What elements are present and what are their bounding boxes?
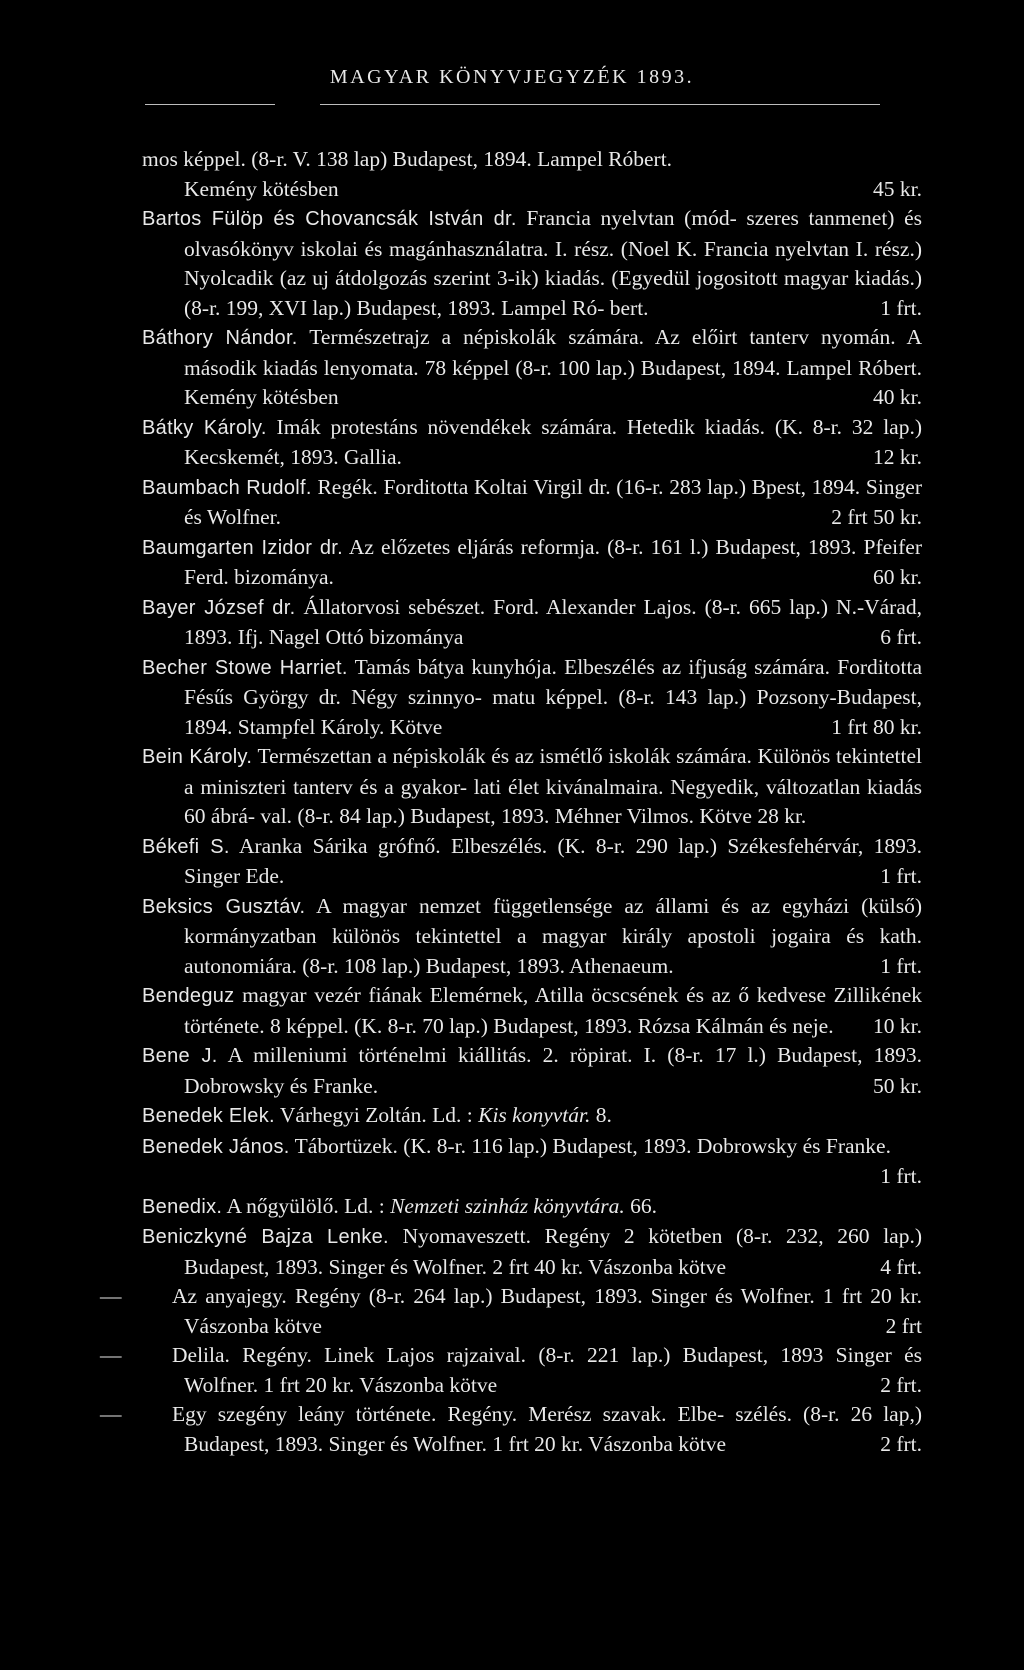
catalog-entry — [142, 533, 922, 593]
entry-price: 2 frt — [885, 1313, 922, 1338]
rule-segment — [320, 104, 880, 105]
catalog-entry — [142, 145, 922, 204]
entry-text: A milleniumi történelmi kiállitás. 2. röpirat. I. (8-r. 17 l.) Budapest, 1893. Dobrowsky és Franke. — [184, 1043, 922, 1098]
entry-author: Bene J. — [142, 1045, 218, 1067]
entry-text: Várhegyi Zoltán. Ld. : — [279, 1103, 473, 1127]
catalog-entry — [142, 1222, 922, 1282]
entry-author: Benedek Elek. — [142, 1105, 275, 1127]
entry-text: mos képpel. (8-r. V. 138 lap) Budapest, 1894. Lampel Róbert. — [142, 147, 673, 171]
series-number: 8. — [595, 1103, 612, 1127]
catalog-entry — [100, 1341, 922, 1400]
entry-author: Békefi S. — [142, 835, 230, 858]
catalog-entry — [100, 1282, 922, 1341]
entry-price: 2 frt 50 kr. — [831, 505, 922, 529]
running-header: MAGYAR KÖNYVJEGYZÉK 1893. — [329, 66, 695, 88]
entry-text: Állatorvosi sebészet. Ford. Alexander Lajos. (8-r. 665 lap.) N.-Várad, 1893. Ifj. Nagel Ottó bizománya — [184, 594, 923, 649]
entry-price: 2 frt. — [880, 1372, 922, 1397]
entry-author: Becher Stowe Harriet. — [142, 656, 348, 679]
entry-price: 60 kr. — [873, 565, 922, 589]
entry-price: 1 frt. — [880, 953, 922, 978]
entry-price: 4 frt. — [880, 1254, 922, 1279]
entry-author: Bein Károly. — [142, 746, 253, 768]
catalog-entry — [142, 204, 922, 323]
catalog-entry — [142, 742, 922, 832]
catalog-entry — [100, 1400, 922, 1459]
entry-price: 6 frt. — [880, 625, 922, 649]
entry-text: Regék. Forditotta Koltai Virgil dr. (16-r. 283 lap.) Bpest, 1894. Singer és Wolfner. — [184, 474, 923, 529]
entry-text: magyar vezér fiának Elemérnek, Atilla öcscsének és az ő kedvese Zillikének története. 8 képpel. (K. 8-r. 70 lap.) Budapest, 1893. Rózsa Kálmán és neje. — [184, 983, 922, 1038]
catalog-entry — [142, 473, 922, 533]
entry-text: Természetrajz a népiskolák számára. Az előirt tanterv nyomán. A második kiadás lenyomata. 78 képpel (8-r. 100 lap.) Budapest, 1894. Lampel Róbert. Kemény kötésben — [184, 325, 922, 409]
repeat-author-dash: — — [100, 1284, 122, 1308]
catalog-entry — [142, 413, 922, 473]
series-number: 66. — [630, 1193, 658, 1218]
entry-text: Delila. Regény. Linek Lajos rajzaival. (8-r. 221 lap.) Budapest, 1893 Singer és Wolfner. 1 frt 20 kr. Vászonba kötve — [172, 1343, 922, 1397]
entry-price: 2 frt. — [880, 1431, 922, 1456]
entry-text: Természettan a népiskolák és az ismétlő iskolák számára. Különös tekintettel a miniszteri tanterv és a gyakor- lati élet kivánalmaira. Negyedik, változatlan kiadás 60 ábrá- val. (8-r. 84 lap.) Budapest, 1893. Méhner Vilmos. Kötve 28 kr. — [184, 744, 922, 828]
entry-author: Beniczkyné Bajza Lenke. — [142, 1226, 389, 1248]
entry-author: Benedix. — [142, 1195, 223, 1218]
entry-price: 1 frt 80 kr. — [831, 714, 922, 739]
catalog-entry — [142, 323, 922, 413]
entry-price: 12 kr. — [873, 445, 922, 469]
entry-author: Bartos Fülöp és Chovancsák István dr. — [142, 208, 517, 230]
entry-author: Bayer József dr. — [142, 596, 296, 619]
series-title: Nemzeti szinház könyvtára. — [390, 1193, 625, 1218]
entry-text: A magyar nemzet függetlensége az állami és az egyházi (külső) kormányzatban különös tekintettel a magyar király apostoli jogaira és kath. autonomiára. (8-r. 108 lap.) Budapest, 1893. Athenaeum. — [184, 893, 922, 978]
entry-price: 1 frt. — [880, 1164, 922, 1188]
entry-text: Aranka Sárika grófnő. Elbeszélés. (K. 8-r. 290 lap.) Székesfehérvár, 1893. Singer Ede. — [184, 833, 922, 888]
series-title: Kis konyvtár. — [478, 1103, 591, 1127]
catalog-entry — [142, 653, 922, 743]
catalog-entry — [142, 593, 922, 653]
entry-text: Imák protestáns növendékek számára. Hetedik kiadás. (K. 8-r. 32 lap.) Kecskemét, 1893. Gallia. — [184, 414, 922, 469]
entry-price: 1 frt. — [880, 864, 922, 888]
entry-price: 40 kr. — [873, 385, 922, 409]
entry-text: Kemény kötésben — [184, 176, 339, 201]
repeat-author-dash: — — [100, 1402, 122, 1426]
entry-author: Bátky Károly. — [142, 416, 267, 439]
rule-segment — [145, 104, 275, 105]
entry-text: Egy szegény leány története. Regény. Merész szavak. Elbe- szélés. (8-r. 26 lap,) Budapest, 1893. Singer és Wolfner. 1 frt 20 kr. Vászonba kötve — [172, 1402, 922, 1456]
catalog-entry — [142, 1101, 922, 1132]
entry-author: Baumbach Rudolf. — [142, 476, 312, 499]
entry-author: Bendeguz — [142, 985, 235, 1007]
entry-author: Báthory Nándor. — [142, 327, 298, 349]
entry-text: Tábortüzek. (K. 8-r. 116 lap.) Budapest, 1893. Dobrowsky és Franke. — [294, 1133, 891, 1158]
catalog-entry — [142, 832, 922, 892]
entry-price: 50 kr. — [873, 1073, 922, 1098]
catalog-entry — [142, 1041, 922, 1101]
catalog-column — [100, 145, 923, 1459]
entry-price: 1 frt. — [880, 295, 922, 320]
entry-text: Francia nyelvtan (mód- szeres tanmenet) és olvasókönyv iskolai és magánhasználatra. I. rész. (Noel K. Francia nyelvtan I. rész.) Nyolcadik (az uj átdolgozás szerint 3-ik) kiadás. (Egyedül jogositott magyar kiadás.) (8-r. 199, XVI lap.) Budapest, 1893. Lampel Ró- bert. — [184, 206, 923, 320]
catalog-entry — [142, 892, 922, 982]
entry-text: Nyomaveszett. Regény 2 kötetben (8-r. 232, 260 lap.) Budapest, 1893. Singer és Wolfner. 2 frt 40 kr. Vászonba kötve — [184, 1224, 923, 1279]
entry-text: Tamás bátya kunyhója. Elbeszélés az ifjuság számára. Forditotta Fésűs György dr. Négy szinnyo- matu képpel. (8-r. 143 lap.) Pozsony-Budapest, 1894. Stampfel Károly. Kötve — [184, 654, 922, 739]
entry-author: Benedek János. — [142, 1135, 290, 1158]
entry-price: 45 kr. — [873, 176, 922, 201]
entry-text: Az anyajegy. Regény (8-r. 264 lap.) Budapest, 1893. Singer és Wolfner. 1 frt 20 kr. Vászonba kötve — [172, 1284, 922, 1338]
entry-author: Beksics Gusztáv. — [142, 895, 306, 918]
repeat-author-dash: — — [100, 1343, 122, 1367]
entry-text: A nőgyülölő. Ld. : — [226, 1193, 385, 1218]
entry-price: 10 kr. — [873, 1013, 922, 1038]
entry-text: Az előzetes eljárás reformja. (8-r. 161 l.) Budapest, 1893. Pfeifer Ferd. bizománya. — [184, 534, 922, 589]
catalog-entry — [142, 1192, 922, 1223]
catalog-entry — [142, 981, 922, 1041]
entry-author: Baumgarten Izidor dr. — [142, 536, 343, 559]
catalog-entry — [142, 1132, 922, 1192]
